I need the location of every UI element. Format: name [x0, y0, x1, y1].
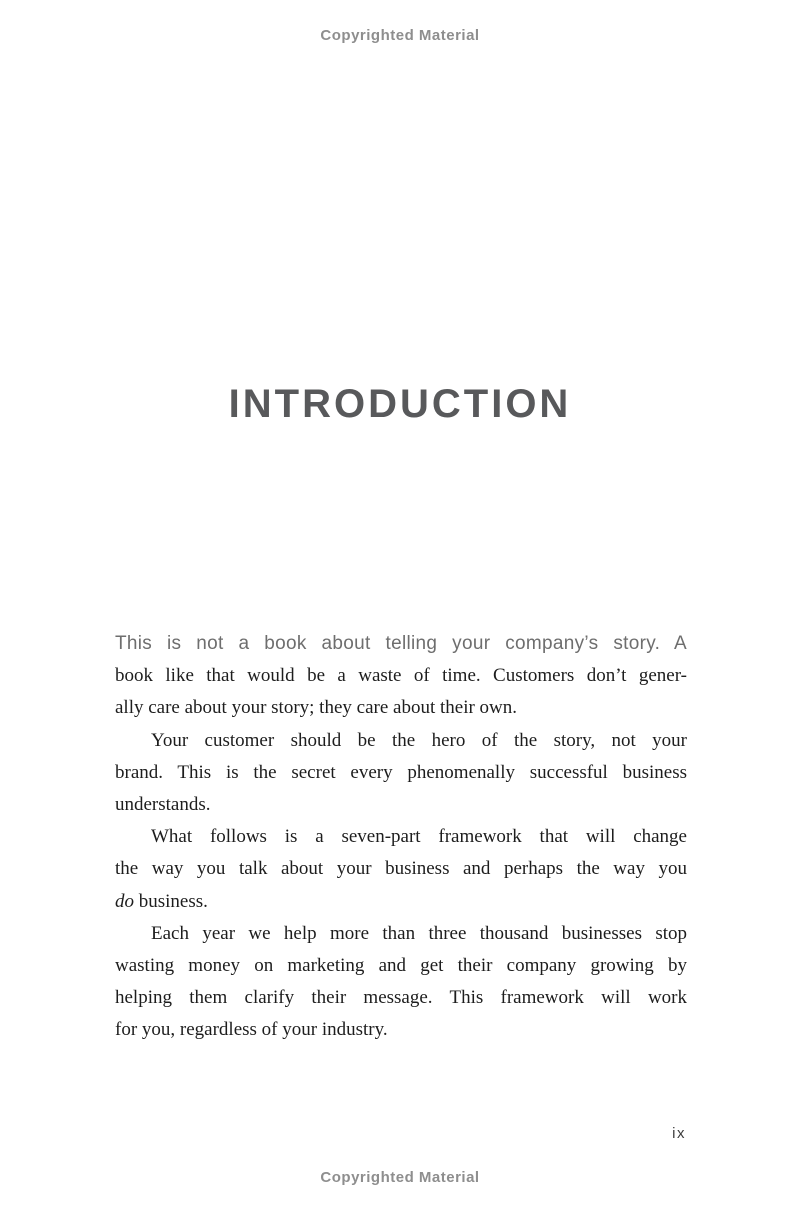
text-segment: for you, regardless of your industry. [115, 1019, 388, 1041]
body-line [115, 1014, 687, 1046]
text-segment: What follows is a seven-part framework that will change [151, 826, 687, 848]
copyright-notice-bottom: Copyrighted Material [320, 1169, 480, 1186]
text-segment: helping them clarify their message. This framework will work [115, 987, 687, 1009]
text-segment: business. [134, 890, 208, 912]
body-line [115, 950, 687, 982]
text-segment: Your customer should be the hero of the story, not your [151, 729, 687, 751]
text-segment: understands. [115, 794, 211, 816]
body-lead-line [115, 628, 687, 660]
text-segment: the way you talk about your business and perhaps the way you [115, 858, 687, 880]
body-line [115, 853, 687, 885]
text-segment: wasting money on marketing and get their company growing by [115, 955, 687, 977]
body-line [115, 660, 687, 692]
body-line [115, 821, 687, 853]
text-segment: This is not a book about telling your company’s story. A [115, 633, 687, 654]
page-number: ix [672, 1125, 686, 1142]
body-line [115, 918, 687, 950]
copyright-notice-top: Copyrighted Material [320, 27, 480, 44]
text-segment: ally care about your story; they care about their own. [115, 697, 518, 719]
text-segment: brand. This is the secret every phenomenally successful business [115, 761, 687, 783]
body-line [115, 757, 687, 789]
italic-text: do [115, 890, 134, 912]
body-line [115, 789, 687, 821]
text-segment: Each year we help more than three thousand businesses stop [151, 922, 687, 944]
body-line [115, 982, 687, 1014]
body-line [115, 692, 687, 724]
body-line [115, 886, 687, 918]
body-text [115, 628, 687, 1047]
chapter-heading: INTRODUCTION [228, 382, 572, 426]
body-line [115, 725, 687, 757]
text-segment: book like that would be a waste of time. Customers don’t gener- [115, 665, 687, 687]
